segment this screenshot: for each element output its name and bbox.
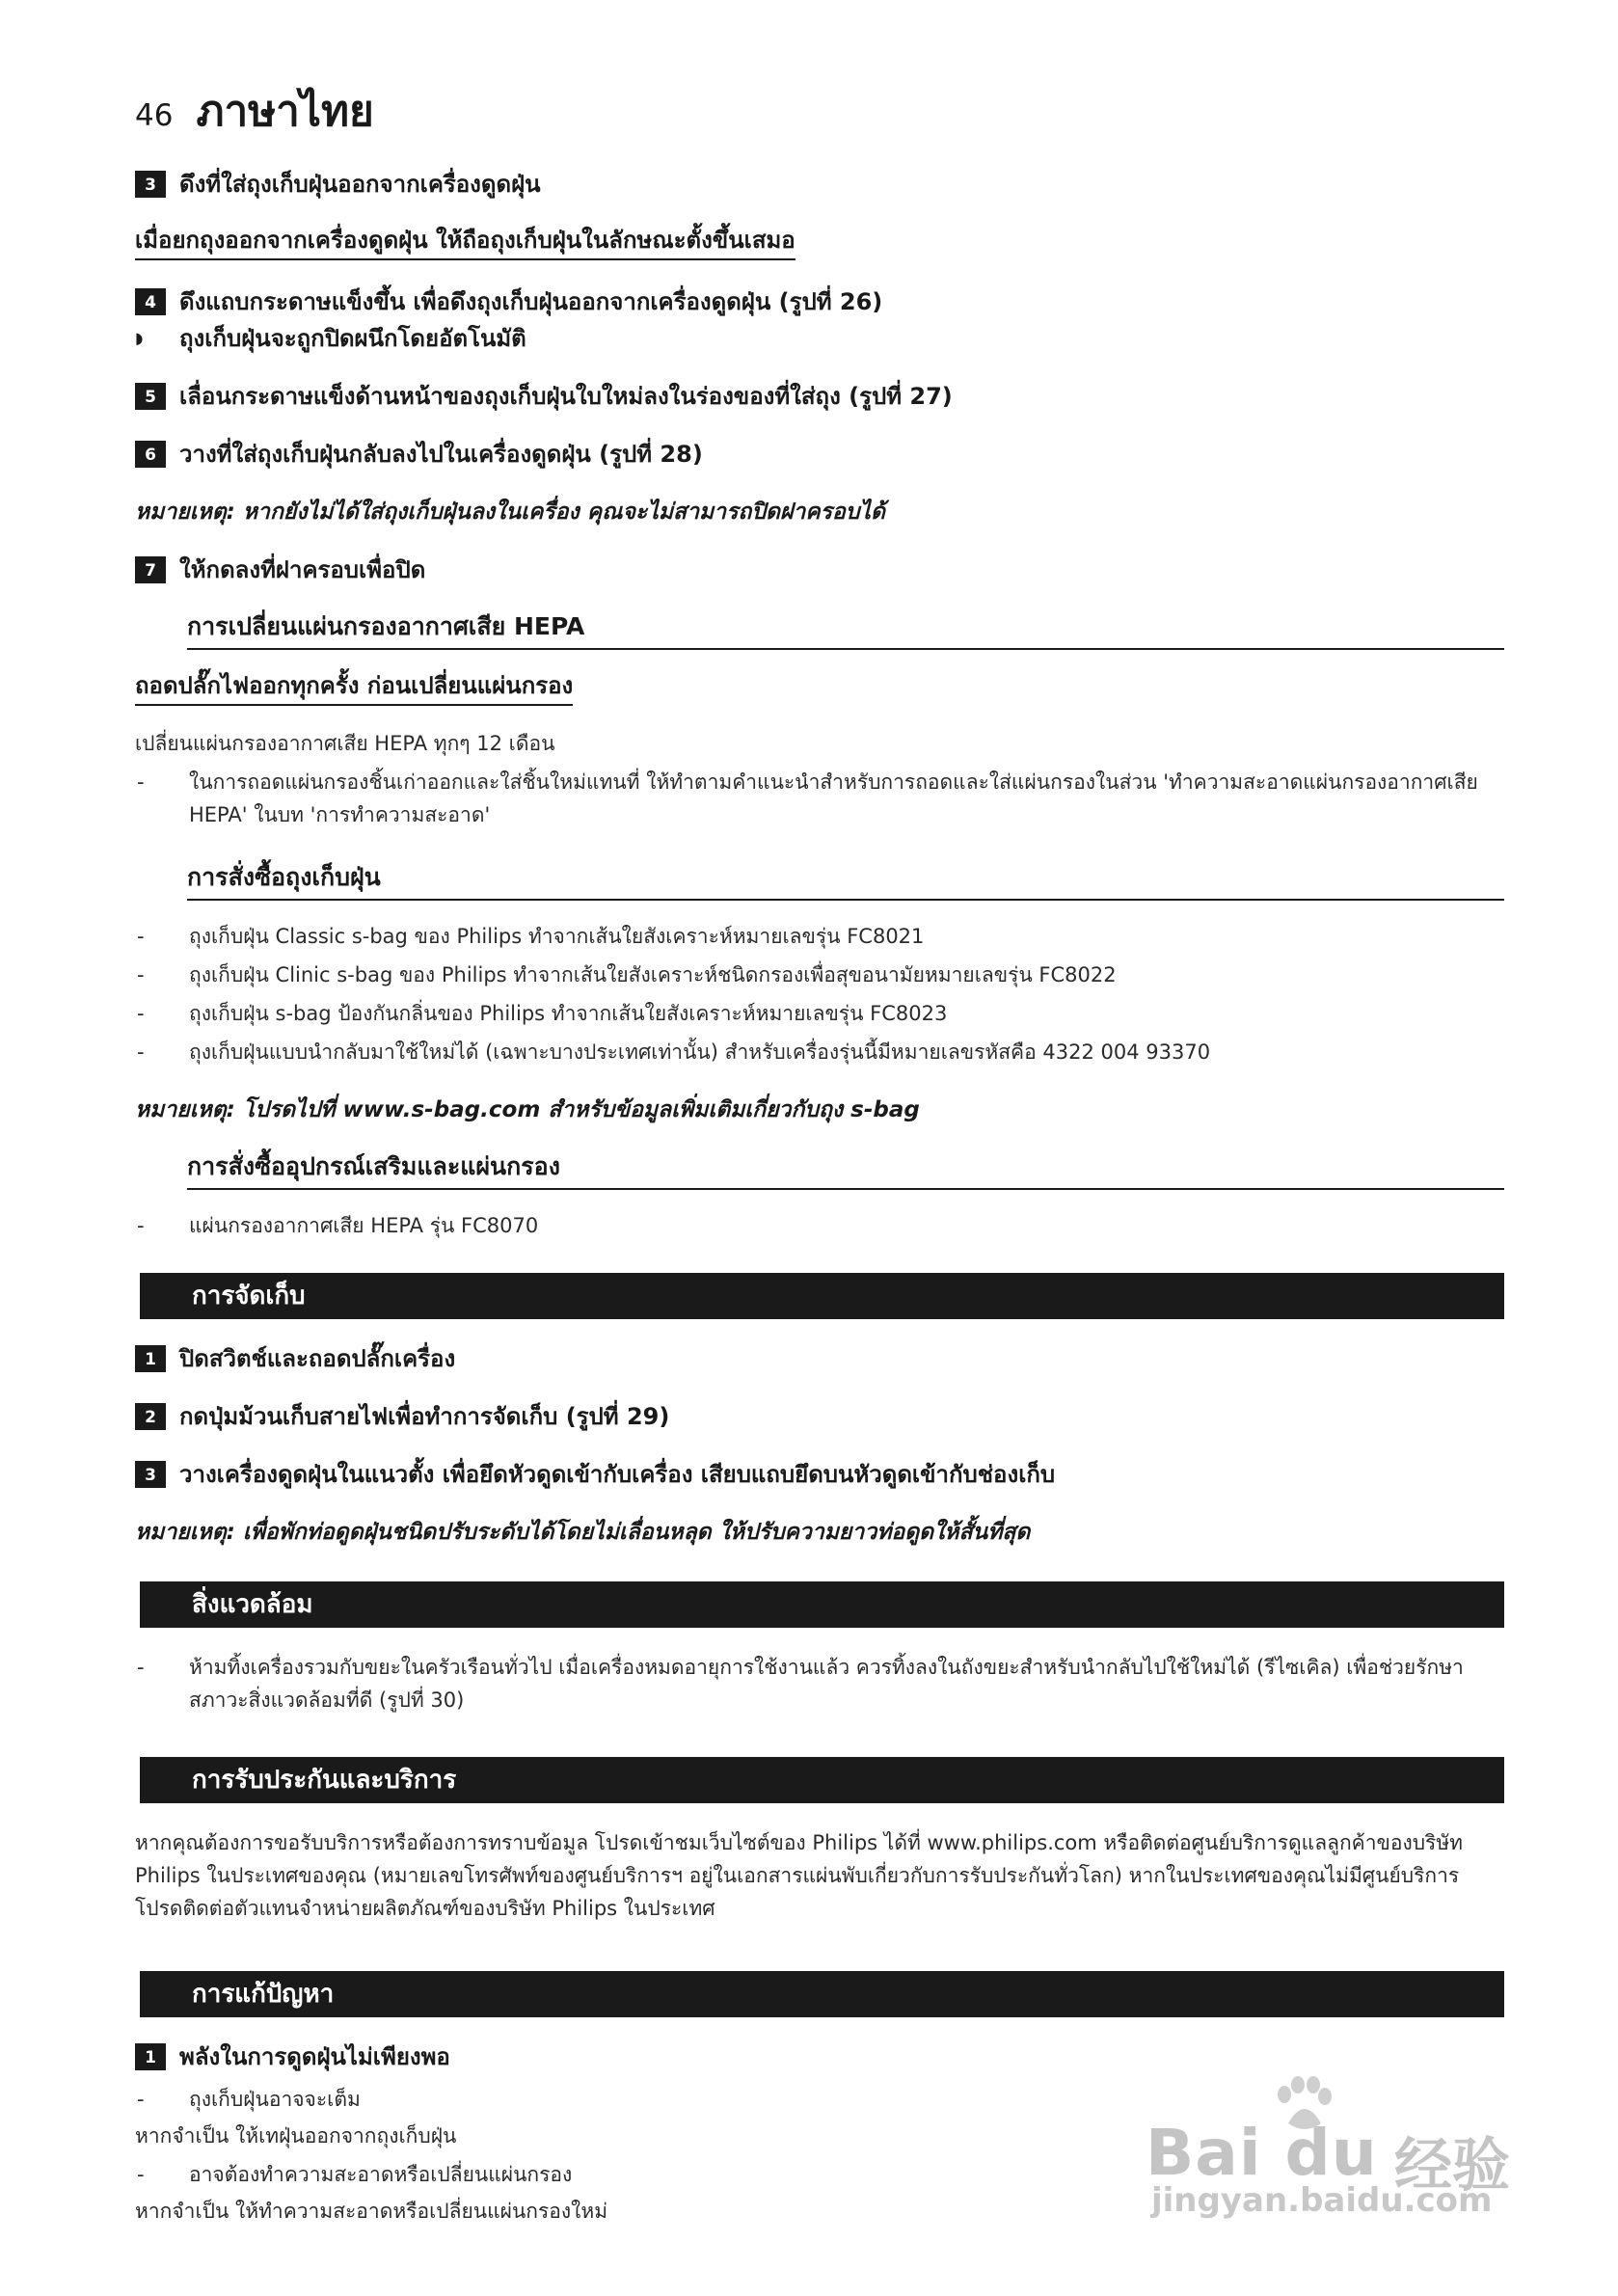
step-number: 5 [135,383,166,410]
list-item: - ถุงเก็บฝุ่นแบบนำกลับมาใช้ใหม่ได้ (เฉพาะบางประเทศเท่านั้น) สำหรับเครื่องรุ่นนี้มีหมายเลขรหัสคือ 4322 004 93370 [137,1040,1211,1064]
environment-item: - ห้ามทิ้งเครื่องรวมกับขยะในครัวเรือนทั่วไป เมื่อเครื่องหมดอายุการใช้งานแล้ว ควรทิ้งลงในถังขยะสำหรับนำกลับไปใช้ใหม่ได้ (รีไซเคิล) เพื่อช่วยรักษาสภาวะสิ่งแวดล้อมที่ดี (รูปที่ 30) [137,1656,1464,1712]
watermark-brand-cn: 经验 [1394,2132,1510,2200]
step-text: ปิดสวิตช์และถอดปลั๊กเครื่อง [179,1345,456,1372]
section-bar-troubleshooting: การแก้ปัญหา [140,1971,1504,2017]
step-6 [135,438,1504,471]
step-number: 3 [135,1461,166,1488]
list-item: - ถุงเก็บฝุ่น Clinic s-bag ของ Philips ทำจากเส้นใยสังเคราะห์ชนิดกรองเพื่อสุขอนามัยหมายเลขรุ่น FC8022 [137,963,1117,986]
page-number: 46 [135,98,174,133]
step-3-remove-holder [135,168,1504,201]
watermark-site: jingyan.baidu.com [1151,2181,1493,2220]
solution-text: หากจำเป็น ให้เทฝุ่นออกจากถุงเก็บฝุ่น [135,2124,457,2147]
step-number: 7 [135,556,166,583]
guarantee-body: หากคุณต้องการขอรับบริการหรือต้องการทราบข้อมูล โปรดเข้าชมเว็บไซต์ของ Philips ได้ที่ www.philips.com หรือติดต่อศูนย์บริการดูแลลูกค้าของบริษัท Philips ในประเทศของคุณ (หมายเลขโทรศัพท์ของศูนย์บริการฯ อยู่ในเอกสารแผ่นพับเกี่ยวกับการรับประกันทั่วโลก) หากในประเทศของคุณไม่มีศูนย์บริการ โปรดติดต่อตัวแทนจำหน่ายผลิตภัณฑ์ของบริษัท Philips ในประเทศ [135,1831,1464,1920]
list-item: - ถุงเก็บฝุ่น Classic s-bag ของ Philips ทำจากเส้นใยสังเคราะห์หมายเลขรุ่น FC8021 [137,925,925,948]
step-number: 3 [135,171,166,198]
section-heading-accessories: การสั่งซื้ออุปกรณ์เสริมและแผ่นกรอง [187,1149,1504,1190]
note-sbag: หมายเหตุ: โปรดไปที่ www.s-bag.com สำหรับข้อมูลเพิ่มเติมเกี่ยวกับถุง s-bag [135,1097,920,1122]
hepa-instruction: - ในการถอดแผ่นกรองชิ้นเก่าออกและใส่ชิ้นใหม่แทนที่ ให้ทำตามคำแนะนำสำหรับการถอดและใส่แผ่นกรองในส่วน 'ทำความสะอาดแผ่นกรองอากาศเสีย HEPA' ในบท 'การทำความสะอาด' [135,766,1504,831]
step-4 [135,285,1504,318]
section-bar-storage: การจัดเก็บ [140,1273,1504,1319]
step-7 [135,554,1504,586]
step-number: 1 [135,1345,166,1372]
result-bullet [135,322,1504,355]
section-heading-bags: การสั่งซื้อถุงเก็บฝุ่น [187,860,1504,901]
step-text: กดปุ่มม้วนเก็บสายไฟเพื่อทำการจัดเก็บ (รูปที่ 29) [179,1403,670,1430]
step-number: 1 [135,2043,166,2070]
watermark-brand: Bai du [1146,2116,1378,2190]
section-bar-environment: สิ่งแวดล้อม [140,1581,1504,1628]
step-text: วางที่ใส่ถุงเก็บฝุ่นกลับลงไปในเครื่องดูดฝุ่น (รูปที่ 28) [179,441,703,468]
step-number: 6 [135,441,166,468]
result-text: ถุงเก็บฝุ่นจะถูกปิดผนึกโดยอัตโนมัติ [179,325,526,352]
solution-text: หากจำเป็น ให้ทำความสะอาดหรือเปลี่ยนแผ่นกรองใหม่ [135,2200,608,2223]
step-text: ดึงแถบกระดาษแข็งขึ้น เพื่อดึงถุงเก็บฝุ่นออกจากเครื่องดูดฝุ่น (รูปที่ 26) [179,288,883,315]
note-cover: หมายเหตุ: หากยังไม่ได้ใส่ถุงเก็บฝุ่นลงในเครื่อง คุณจะไม่สามารถปิดฝาครอบได้ [135,500,885,525]
hepa-body: เปลี่ยนแผ่นกรองอากาศเสีย HEPA ทุกๆ 12 เดือน [135,732,555,755]
result-arrow-icon: ◗ [135,329,144,347]
baidu-watermark [1146,2073,1531,2220]
section-bar-guarantee: การรับประกันและบริการ [140,1757,1504,1803]
step-text: เลื่อนกระดาษแข็งด้านหน้าของถุงเก็บฝุ่นใบใหม่ลงในร่องของที่ใส่ถุง (รูปที่ 27) [179,383,953,410]
warning-text: เมื่อยกถุงออกจากเครื่องดูดฝุ่น ให้ถือถุงเก็บฝุ่นในลักษณะตั้งขึ้นเสมอ [135,224,796,260]
list-item: - แผ่นกรองอากาศเสีย HEPA รุ่น FC8070 [137,1214,539,1237]
step-text: วางเครื่องดูดฝุ่นในแนวตั้ง เพื่อยึดหัวดูดเข้ากับเครื่อง เสียบแถบยึดบนหัวดูดเข้ากับช่องเก็บ [179,1461,1056,1488]
step-number: 2 [135,1403,166,1430]
step-text: ดึงที่ใส่ถุงเก็บฝุ่นออกจากเครื่องดูดฝุ่น [179,171,541,198]
warning-text: ถอดปลั๊กไฟออกทุกครั้ง ก่อนเปลี่ยนแผ่นกรอง [135,669,573,706]
storage-step-1 [135,1342,1504,1375]
language-title: ภาษาไทย [196,87,374,136]
storage-step-2 [135,1400,1504,1433]
storage-step-3 [135,1458,1504,1491]
cause-item: - ถุงเก็บฝุ่นอาจจะเต็ม [137,2088,361,2111]
step-text: ให้กดลงที่ฝาครอบเพื่อปิด [179,556,426,583]
list-item: - ถุงเก็บฝุ่น s-bag ป้องกันกลิ่นของ Philips ทำจากเส้นใยสังเคราะห์หมายเลขรุ่น FC8023 [137,1002,948,1025]
step-5 [135,380,1504,413]
section-heading-hepa: การเปลี่ยนแผ่นกรองอากาศเสีย HEPA [187,609,1504,650]
note-storage: หมายเหตุ: เพื่อพักท่อดูดฝุ่นชนิดปรับระดับได้โดยไม่เลื่อนหลุด ให้ปรับความยาวท่อดูดให้สั้นที่สุด [135,1520,1031,1545]
instruction-text: ในการถอดแผ่นกรองชิ้นเก่าออกและใส่ชิ้นใหม่แทนที่ ให้ทำตามคำแนะนำสำหรับการถอดและใส่แผ่นกรองในส่วน 'ทำความสะอาดแผ่นกรองอากาศเสีย HEPA' ในบท 'การทำความสะอาด' [189,770,1478,826]
cause-item: - อาจต้องทำความสะอาดหรือเปลี่ยนแผ่นกรอง [137,2163,573,2186]
page-header [135,77,374,145]
step-number: 4 [135,288,166,315]
warning-upright [135,224,1504,260]
warning-unplug [135,669,1504,706]
trouble-step-1 [135,2040,1504,2073]
step-text: พลังในการดูดฝุ่นไม่เพียงพอ [179,2043,450,2070]
